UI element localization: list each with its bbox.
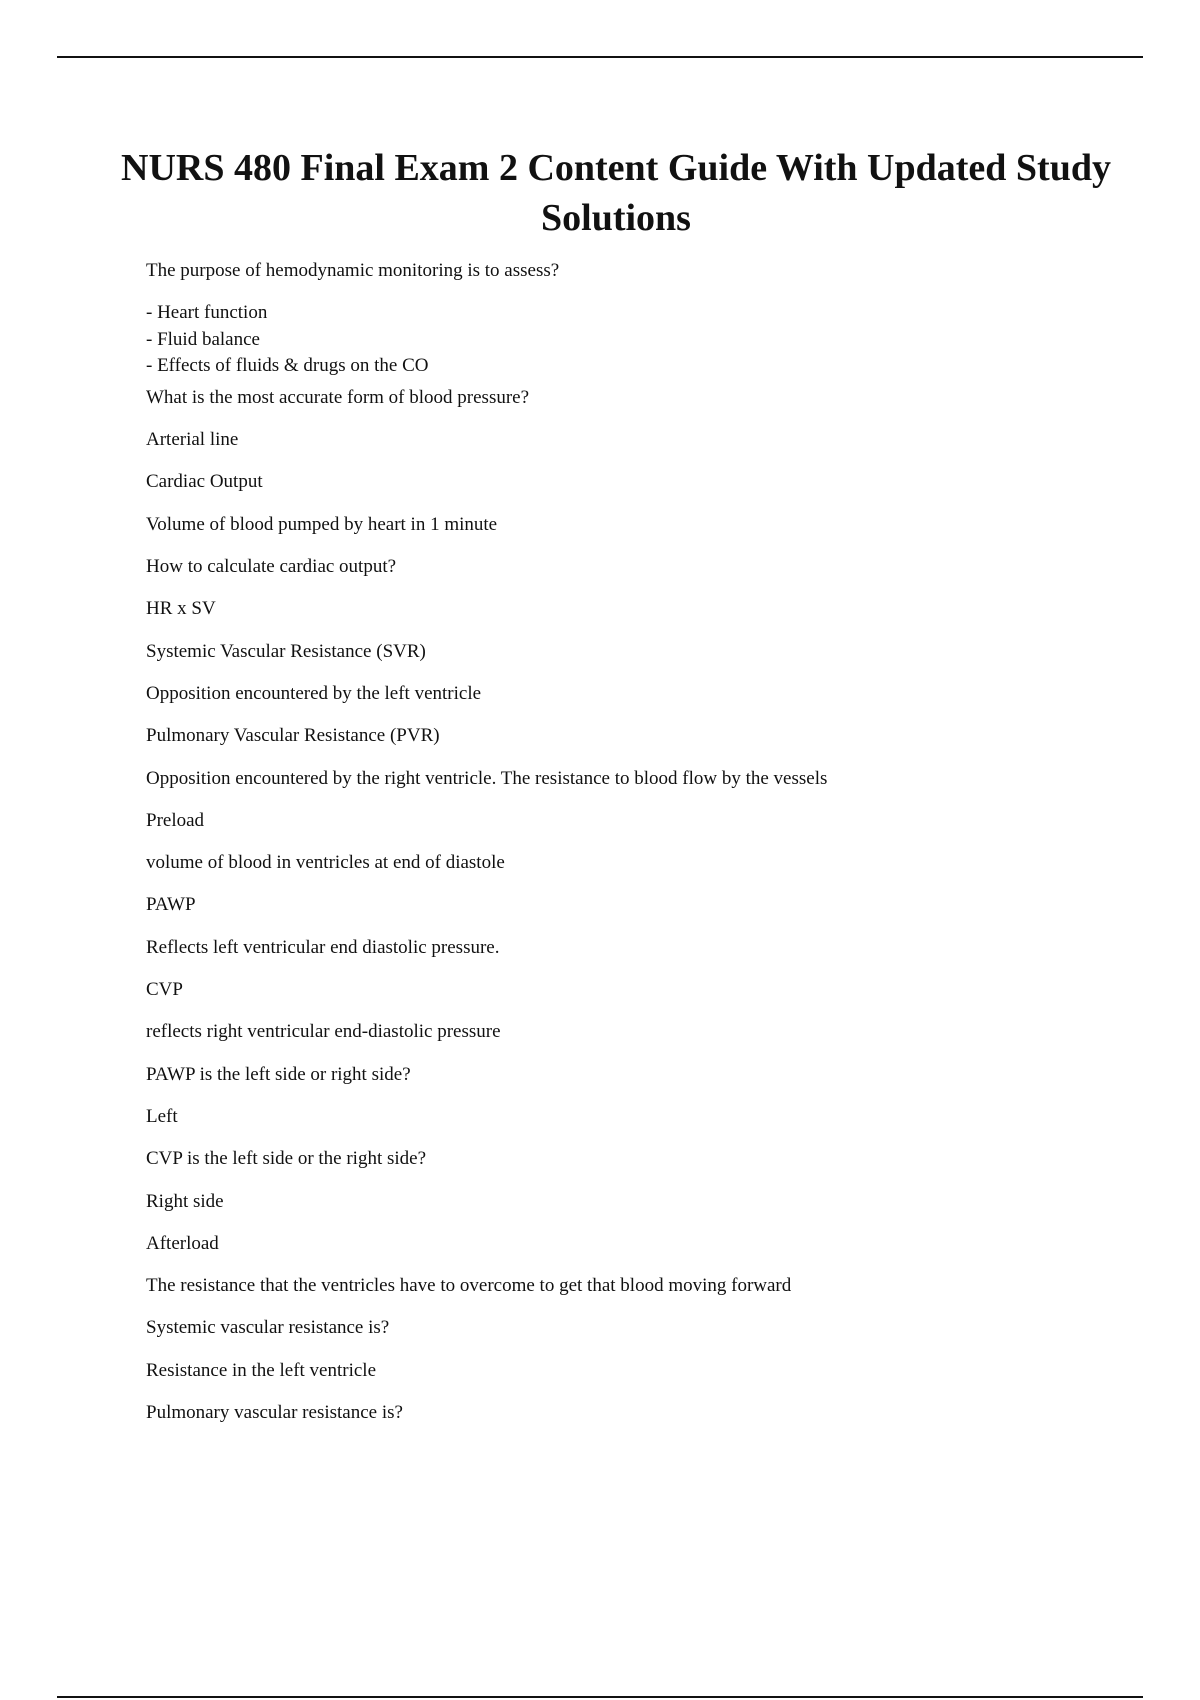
study-line: The resistance that the ventricles have to overcome to get that blood moving forward xyxy=(146,1275,792,1297)
study-line: Afterload xyxy=(146,1232,219,1254)
intro-answer-item: - Effects of fluids & drugs on the CO xyxy=(146,354,429,376)
intro-question: The purpose of hemodynamic monitoring is to assess? xyxy=(146,260,560,281)
study-line: Resistance in the left ventricle xyxy=(146,1359,377,1381)
study-line: How to calculate cardiac output? xyxy=(146,556,397,578)
intro-answer-list xyxy=(146,302,1146,387)
study-line: Left xyxy=(146,1105,178,1127)
intro-answer-item: - Fluid balance xyxy=(146,328,260,350)
study-line: Preload xyxy=(146,809,205,831)
study-line: Systemic Vascular Resistance (SVR) xyxy=(146,640,426,662)
study-line: Opposition encountered by the left ventricle xyxy=(146,682,482,704)
study-line: Arterial line xyxy=(146,429,239,451)
intro-answer-item: - Heart function xyxy=(146,302,268,324)
study-line: CVP xyxy=(146,979,183,1001)
study-line: Pulmonary Vascular Resistance (PVR) xyxy=(146,725,440,747)
study-line: volume of blood in ventricles at end of diastole xyxy=(146,852,505,874)
document-body xyxy=(146,260,1146,1444)
bottom-rule xyxy=(57,1696,1143,1698)
study-line: PAWP is the left side or right side? xyxy=(146,1063,411,1085)
study-line: CVP is the left side or the right side? xyxy=(146,1148,427,1170)
study-line: Right side xyxy=(146,1190,224,1212)
study-line: HR x SV xyxy=(146,598,216,620)
top-rule xyxy=(57,56,1143,58)
study-line: reflects right ventricular end-diastolic pressure xyxy=(146,1021,501,1043)
study-line: PAWP xyxy=(146,894,196,916)
study-line: Reflects left ventricular end diastolic pressure. xyxy=(146,936,500,958)
page-title: NURS 480 Final Exam 2 Content Guide With Updated Study Solutions xyxy=(121,147,1111,239)
study-line: Systemic vascular resistance is? xyxy=(146,1317,390,1339)
study-line: Cardiac Output xyxy=(146,471,263,493)
study-line: Opposition encountered by the right ventricle. The resistance to blood flow by the vessels xyxy=(146,767,828,789)
study-line: Volume of blood pumped by heart in 1 minute xyxy=(146,513,498,535)
study-line: Pulmonary vascular resistance is? xyxy=(146,1402,403,1424)
study-line: What is the most accurate form of blood pressure? xyxy=(146,386,530,408)
